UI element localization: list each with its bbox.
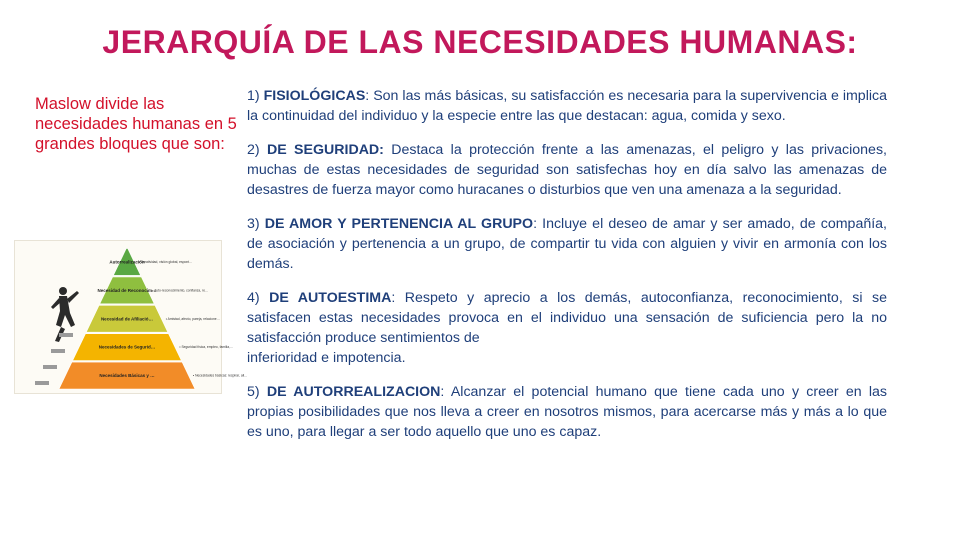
need-heading: FISIOLÓGICAS xyxy=(263,88,366,104)
intro-text: Maslow divide las necesidades humanas en 5 grandes bloques que son: xyxy=(35,95,237,153)
pyramid-level-label: Necesidades de Segurid… xyxy=(98,344,156,350)
pyramid-level-label: Necesidad de Reconocim… xyxy=(97,287,157,293)
pyramid-level-note: • Necesidades básicas: respirar, ali… xyxy=(193,373,248,378)
pyramid-level-note: • Creatividad, visión global, espont… xyxy=(138,259,193,264)
pyramid-graphic xyxy=(15,241,248,393)
pyramid-level-note: • Amistad, afecto, pareja, relacione… xyxy=(165,316,220,321)
need-heading: DE SEGURIDAD: xyxy=(266,142,384,158)
pyramid-level-label: Necesidades Básicas y … xyxy=(99,373,155,379)
need-item-esteem: 4) DE AUTOESTIMA: Respeto y aprecio a los demás, autoconfianza, reconocimiento, si se satisfacen estas necesidades provoca en el individuo una sensación de suficiencia pero la no satisfacción produce sentimientos de inferioridad e impotencia. xyxy=(247,290,887,366)
need-heading: DE AMOR Y PERTENENCIA AL GRUPO xyxy=(264,216,534,232)
need-heading: DE AUTOESTIMA xyxy=(269,290,392,306)
maslow-pyramid-image xyxy=(14,240,248,394)
pyramid-level-label: Necesidad de Afiliació… xyxy=(100,316,154,322)
need-item-security: 2) DE SEGURIDAD: Destaca la protección frente a las amenazas, el peligro y las privaciones, muchas de estas necesidades de seguridad son satisfechas hoy en día salvo las amenazas de desastres de fuerza mayor como huracanes o disturbios que ven una amenaza a la seguridad. xyxy=(247,142,887,198)
pyramid-level-label: Autorrealización xyxy=(109,259,145,265)
need-heading: DE AUTORREALIZACION xyxy=(266,384,441,400)
pyramid-level-note: • Auto-reconocimiento, confianza, re… xyxy=(152,288,209,293)
need-item-self-actualization: 5) DE AUTORREALIZACION: Alcanzar el potencial humano que tiene cada uno y creer en las propias posibilidades que nos lleva a creer en nosotros mismos, para acercarse más y más a lo que es uno, para llegar a ser todo aquello que uno es capaz. xyxy=(247,384,887,440)
pyramid-level-note: • Seguridad física, empleo, familia,… xyxy=(179,345,234,350)
need-item-physiological: 1) FISIOLÓGICAS: Son las más básicas, su satisfacción es necesaria para la supervivencia e implica la continuidad del individuo y la especie entre las que destacan: agua, comida y sexo. xyxy=(247,88,887,124)
needs-list xyxy=(247,86,887,456)
need-item-love-belonging: 3) DE AMOR Y PERTENENCIA AL GRUPO: Incluye el deseo de amar y ser amado, de compañía, de asociación y pertenencia a un grupo, de compartir tu vida con alguien y vivir en armonía con los demás. xyxy=(247,216,887,272)
page-title: JERARQUÍA DE LAS NECESIDADES HUMANAS: xyxy=(102,24,858,60)
